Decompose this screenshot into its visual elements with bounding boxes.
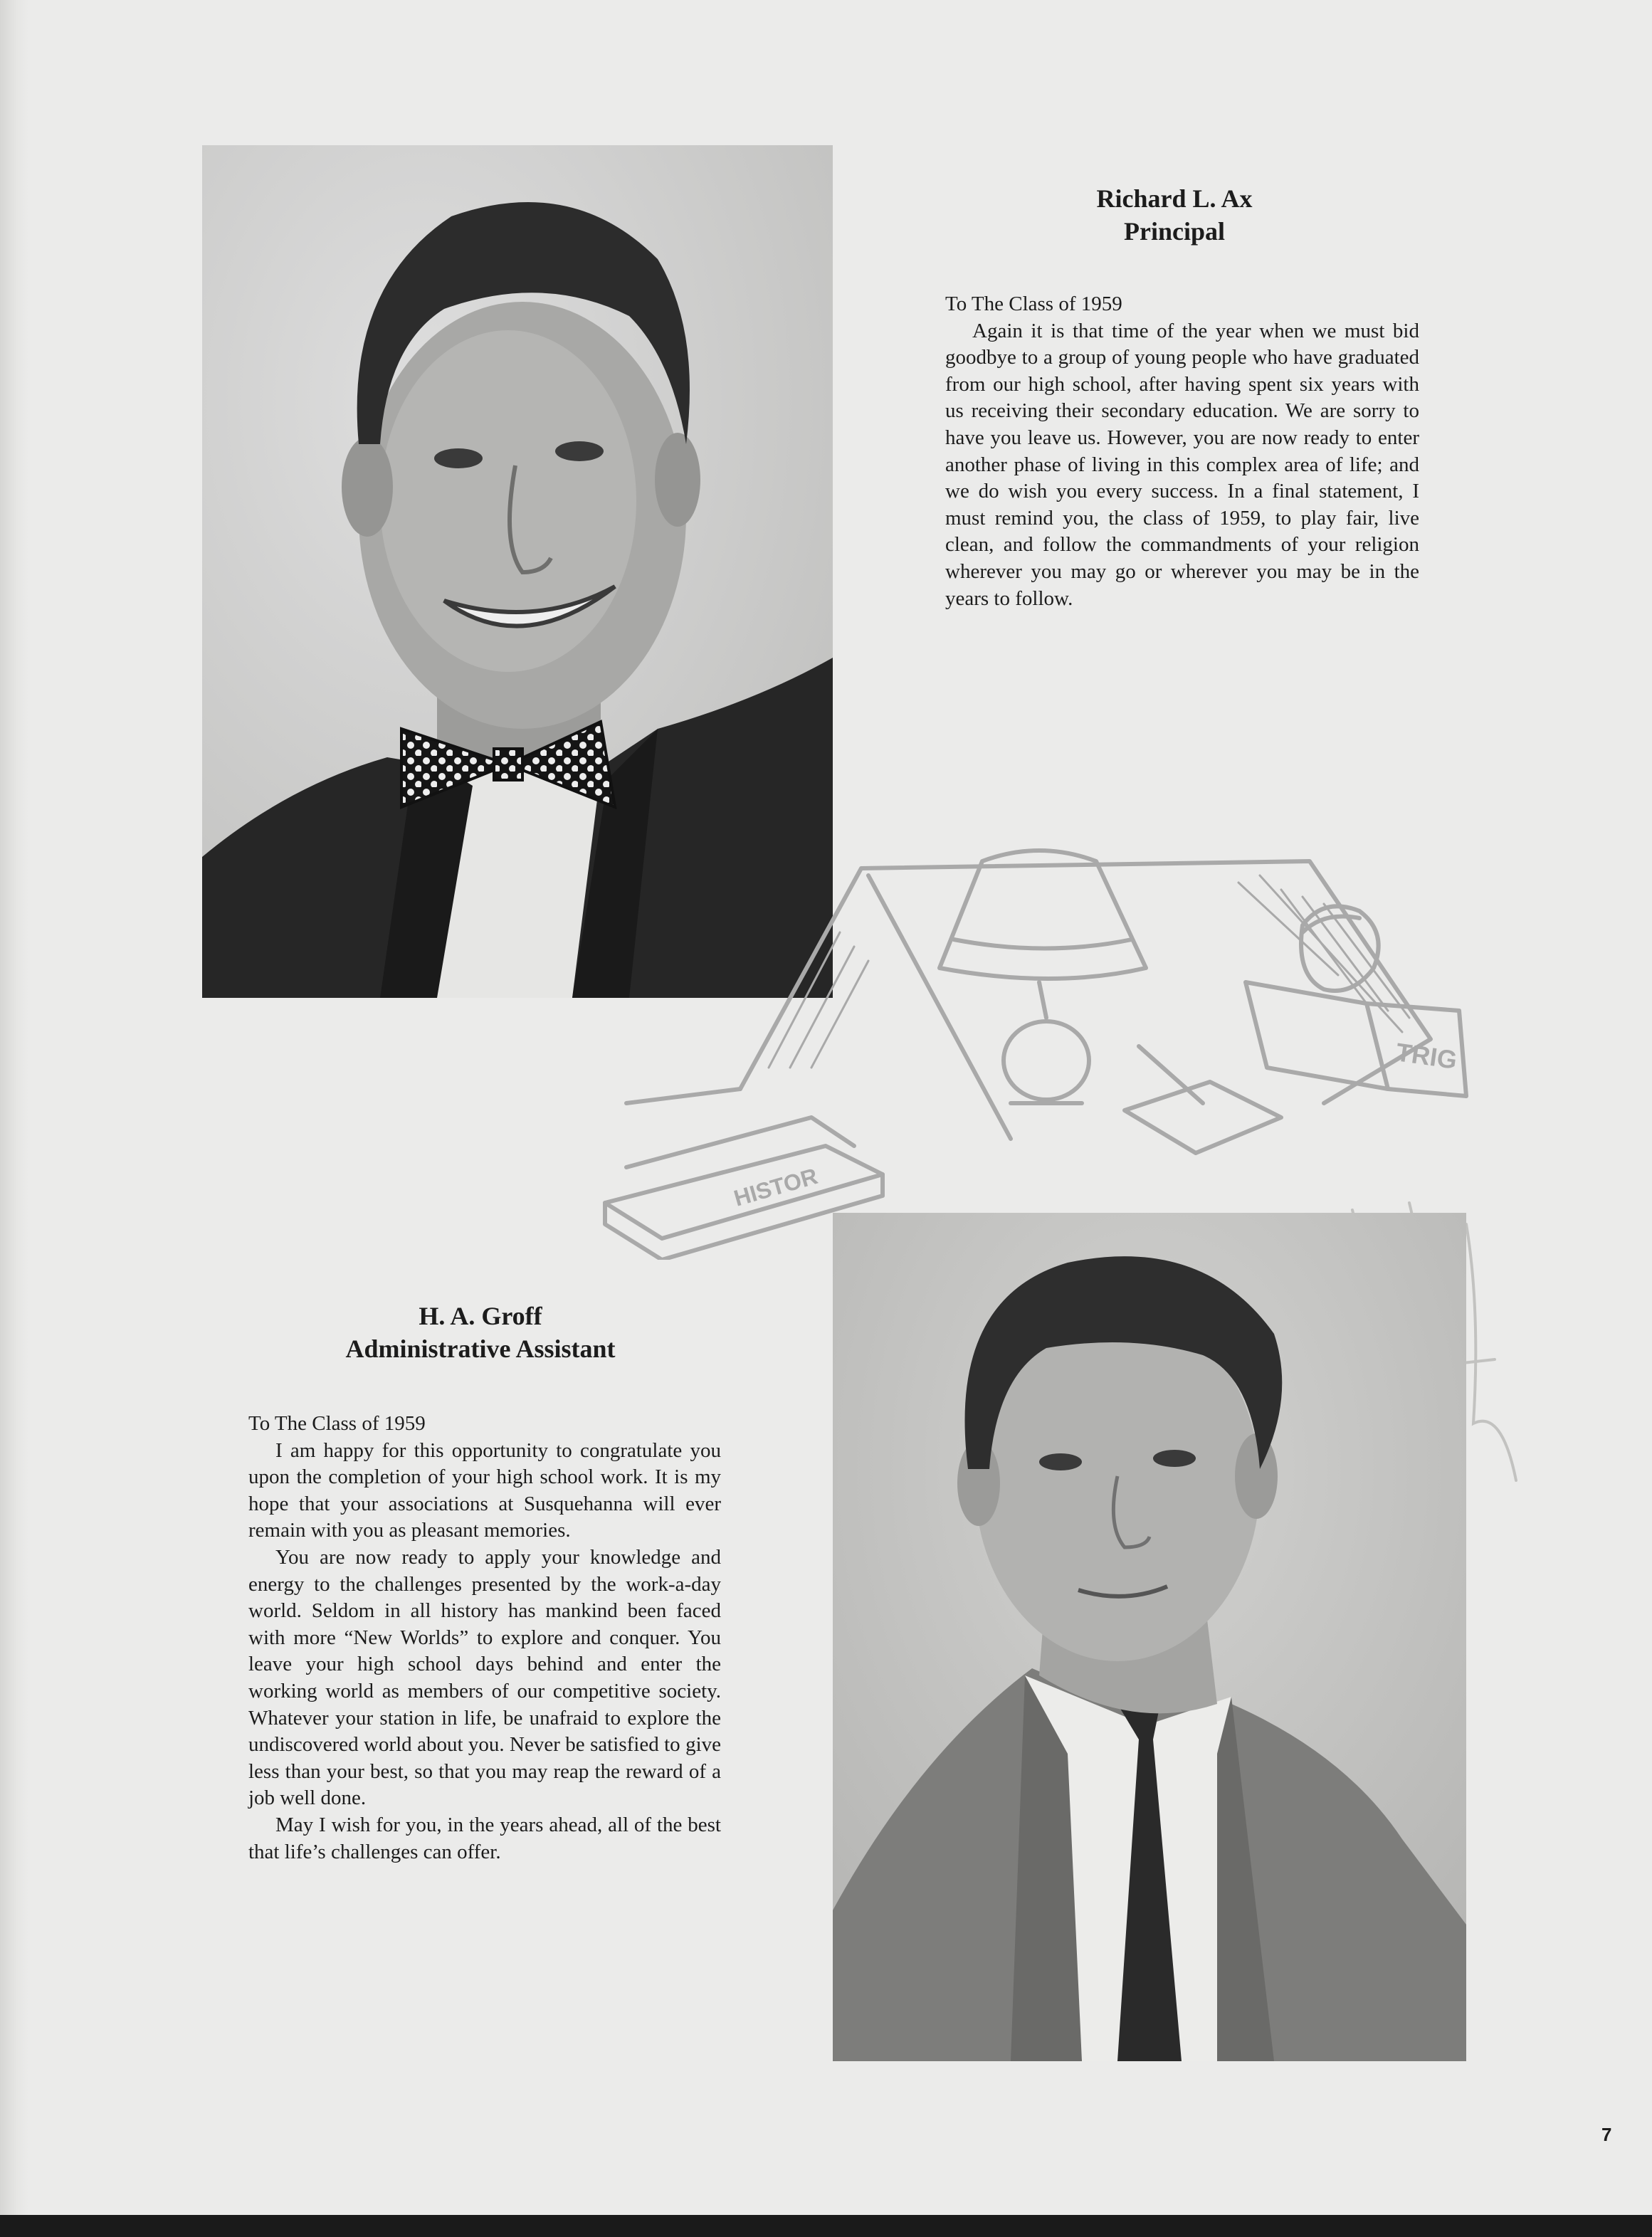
assistant-letter bbox=[248, 1411, 721, 1865]
principal-letter-body: Again it is that time of the year when we must bid goodbye to a group of young people who have graduated from our high school, after having spent six years with us receiving their secondary education. We are sorry to have you leave us. However, you are now ready to enter another phase of living in this complex area of life; and we do wish you every success. In a final statement, I must remind you, the class of 1959, to play fair, live clean, and follow the commandments of your religion wherever you may go or wherever you may be in the years to follow. bbox=[945, 319, 1419, 610]
assistant-heading bbox=[278, 1300, 683, 1365]
history-book-label: HISTOR bbox=[731, 1162, 821, 1211]
principal-heading bbox=[1025, 182, 1324, 248]
assistant-portrait-photo bbox=[833, 1213, 1466, 2061]
page-binding-edge bbox=[0, 0, 28, 2237]
scan-bottom-edge bbox=[0, 2215, 1652, 2237]
assistant-name: H. A. Groff bbox=[419, 1302, 542, 1330]
principal-title: Principal bbox=[1124, 217, 1225, 246]
principal-greeting: To The Class of 1959 bbox=[945, 293, 1122, 315]
assistant-greeting: To The Class of 1959 bbox=[248, 1412, 426, 1435]
trig-book-label: TRIG bbox=[1394, 1037, 1459, 1075]
assistant-title: Administrative Assistant bbox=[345, 1335, 616, 1363]
assistant-paragraph: You are now ready to apply your knowledge and energy to the challenges presented by the work-a-day world. Seldom in all history has mankind been faced with more “New Worlds” to explore and conquer. You leave your high school days behind and enter the working world as members of our competitive society. Whatever your station in life, be unafraid to explore the undiscovered world about you. Never be satisfied to give less than your best, so that you may reap the reward of a job well done. bbox=[248, 1545, 721, 1810]
assistant-paragraph: May I wish for you, in the years ahead, all of the best that life’s challenges can offer. bbox=[248, 1813, 721, 1863]
principal-letter bbox=[945, 291, 1419, 612]
assistant-paragraph: I am happy for this opportunity to congratulate you upon the completion of your high school work. It is my hope that your associations at Susquehanna will ever remain with you as pleasant memories. bbox=[248, 1438, 721, 1542]
page-number: 7 bbox=[1601, 2124, 1612, 2145]
principal-name: Richard L. Ax bbox=[1096, 184, 1253, 213]
